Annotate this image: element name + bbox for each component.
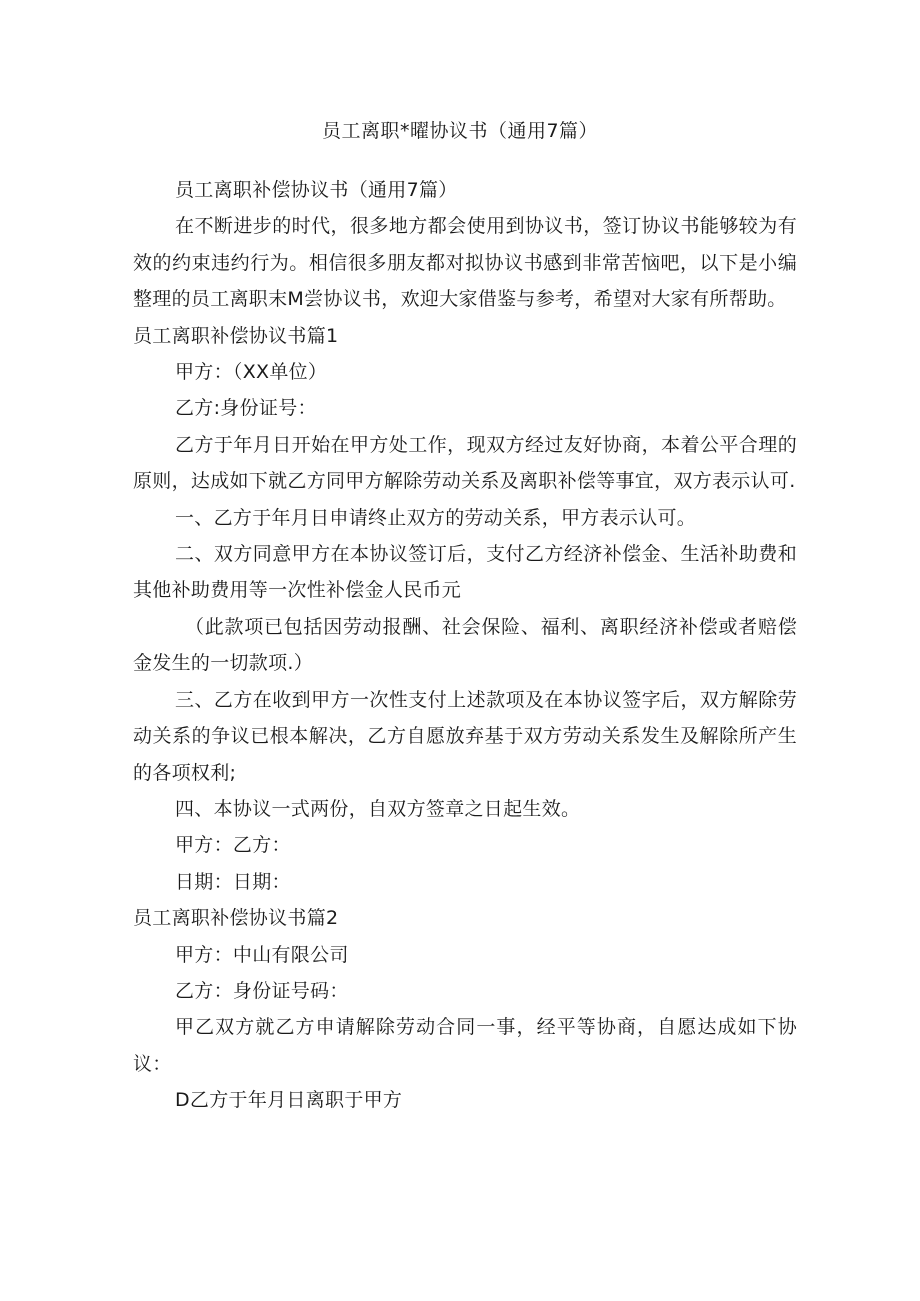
paragraph: 乙方于年月日开始在甲方处工作，现双方经过友好协商，本着公平合理的原则，达成如下就乙方同甲方解除劳动关系及离职补偿等事宜，双方表示认可.: [133, 433, 797, 493]
paragraph: 二、双方同意甲方在本协议签订后，支付乙方经济补偿金、生活补助费和其他补助费用等一次性补偿金人民币元: [133, 543, 797, 602]
paragraph: 甲乙双方就乙方申请解除劳动合同一事，经平等协商，自愿达成如下协议：: [133, 1016, 797, 1075]
paragraph: 甲方：中山有限公司: [175, 943, 349, 966]
paragraph: 甲方：（XX单位）: [175, 361, 328, 384]
paragraph: 四、本协议一式两份，自双方签章之日起生效。: [175, 797, 581, 820]
paragraph: 日期：日期：: [175, 870, 291, 893]
paragraph: 员工离职补偿协议书篇2: [133, 907, 339, 930]
paragraph: 一、乙方于年月日申请终止双方的劳动关系，甲方表示认可。: [175, 506, 697, 529]
paragraph: 乙方:身份证号：: [175, 397, 317, 420]
paragraph: 在不断进步的时代，很多地方都会使用到协议书，签订协议书能够较为有效的约束违约行为。相信很多朋友都对拟协议书感到非常苦恼吧，以下是小编整理的员工离职末M尝协议书，欢迎大家借鉴与参考，希望对大家有所帮助。: [133, 215, 797, 311]
paragraph: 甲方：乙方：: [175, 834, 291, 857]
paragraph: 乙方：身份证号码：: [175, 979, 349, 1002]
document-title: 员工离职*曜协议书（通用7篇）: [321, 120, 599, 142]
paragraph: 员工离职补偿协议书篇1: [133, 324, 339, 347]
paragraph: （此款项已包括因劳动报酬、社会保险、福利、离职经济补偿或者赔偿金发生的一切款项.）: [133, 615, 797, 675]
paragraph: D乙方于年月日离职于甲方: [175, 1089, 403, 1112]
paragraph: 员工离职补偿协议书（通用7篇）: [175, 179, 458, 201]
paragraph: 三、乙方在收到甲方一次性支付上述款项及在本协议签字后，双方解除劳动关系的争议已根本解决，乙方自愿放弃基于双方劳动关系发生及解除所产生的各项权利;: [133, 688, 797, 784]
document-body: [133, 172, 797, 1119]
